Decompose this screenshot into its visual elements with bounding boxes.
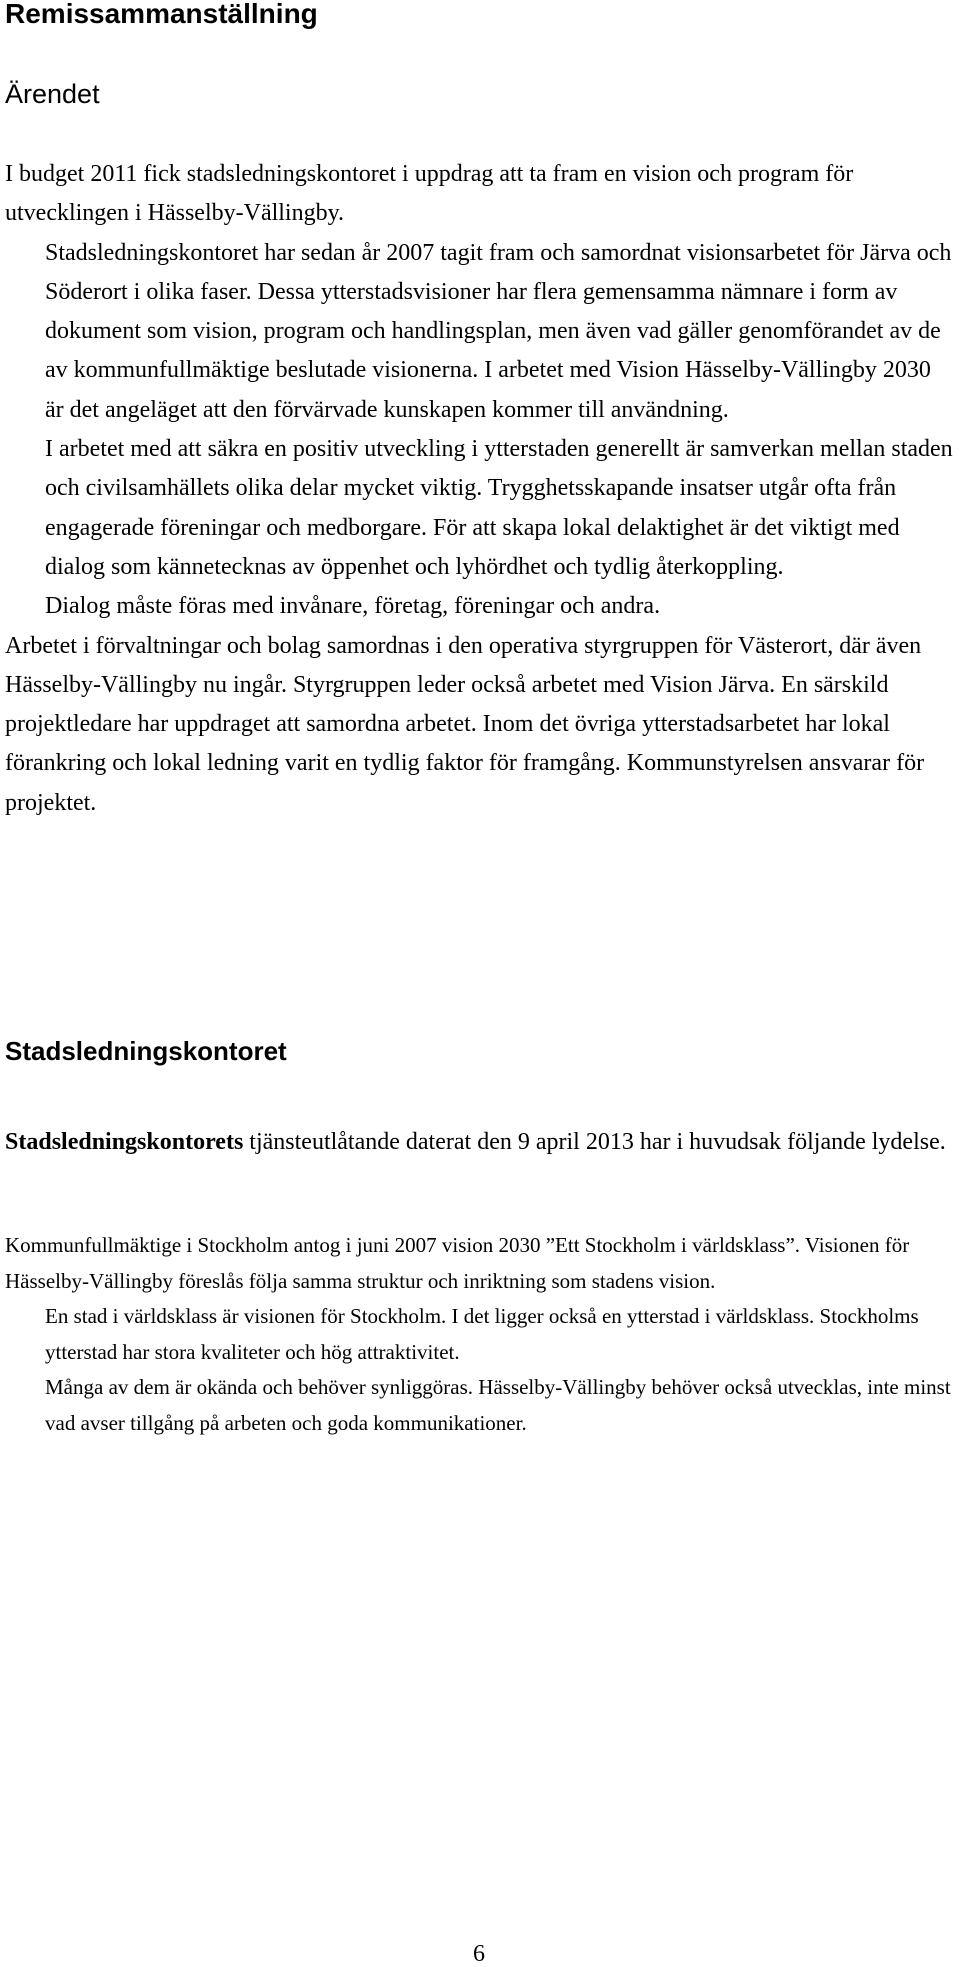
- paragraph: Många av dem är okända och behöver synliggöras. Hässelby-Vällingby behöver också utvecklas, inte minst vad avser tillgång på arbeten och goda kommunikationer.: [45, 1375, 951, 1435]
- statement-intro-bold: Stadsledningskontorets: [5, 1129, 244, 1155]
- section-heading-arendet: Ärendet: [5, 79, 100, 109]
- paragraph: En stad i världsklass är visionen för Stockholm. I det ligger också en ytterstad i världsklass. Stockholms ytterstad har stora kvaliteter och hög attraktivitet.: [45, 1304, 919, 1364]
- paragraph: Stadsledningskontoret har sedan år 2007 tagit fram och samordnat visionsarbetet för Järva och Söderort i olika faser. Dessa ytterstadsvisioner har flera gemensamma nämnare i form av dokument som vision, program och handlingsplan, men även vad gäller genomförandet av de av kommunfullmäktige beslutade visionerna. I arbetet med Vision Hässelby-Vällingby 2030 är det angeläget att den förvärvade kunskapen kommer till användning.: [45, 239, 952, 423]
- section-body-arendet: [5, 155, 953, 823]
- document-title: Remissammanställning: [5, 0, 318, 29]
- paragraph: Dialog måste föras med invånare, företag, föreningar och andra.: [45, 593, 661, 620]
- document-page: [5, 0, 955, 1967]
- section-body-stadsledningskontoret: [5, 1228, 953, 1441]
- paragraph: I arbetet med att säkra en positiv utveckling i ytterstaden generellt är samverkan mellan staden och civilsamhällets olika delar mycket viktig. Trygghetsskapande insatser utgår ofta från engagerade föreningar och medborgare. För att skapa lokal delaktighet är det viktigt med dialog som kännetecknas av öppenhet och lyhördhet och tydlig återkoppling.: [45, 436, 953, 580]
- paragraph: Kommunfullmäktige i Stockholm antog i juni 2007 vision 2030 ”Ett Stockholm i världsklass”. Visionen för Hässelby-Vällingby föreslås följa samma struktur och inriktning som stadens vision.: [5, 1233, 910, 1293]
- page-number: 6: [473, 1941, 485, 1967]
- paragraph: I budget 2011 fick stadsledningskontoret i uppdrag att ta fram en vision och program för utvecklingen i Hässelby-Vällingby.: [5, 161, 854, 227]
- section-heading-stadsledningskontoret: Stadsledningskontoret: [5, 1036, 287, 1066]
- paragraph: Arbetet i förvaltningar och bolag samordnas i den operativa styrgruppen för Västerort, där även Hässelby-Vällingby nu ingår. Styrgruppen leder också arbetet med Vision Järva. En särskild projektledare har uppdraget att samordna arbetet. Inom det övriga ytterstadsarbetet har lokal förankring och lokal ledning varit en tydlig faktor för framgång. Kommunstyrelsen ansvarar för projektet.: [5, 632, 925, 816]
- statement-intro: [5, 1120, 953, 1164]
- statement-intro-rest: tjänsteutlåtande daterat den 9 april 2013 har i huvudsak följande lydelse.: [243, 1129, 946, 1155]
